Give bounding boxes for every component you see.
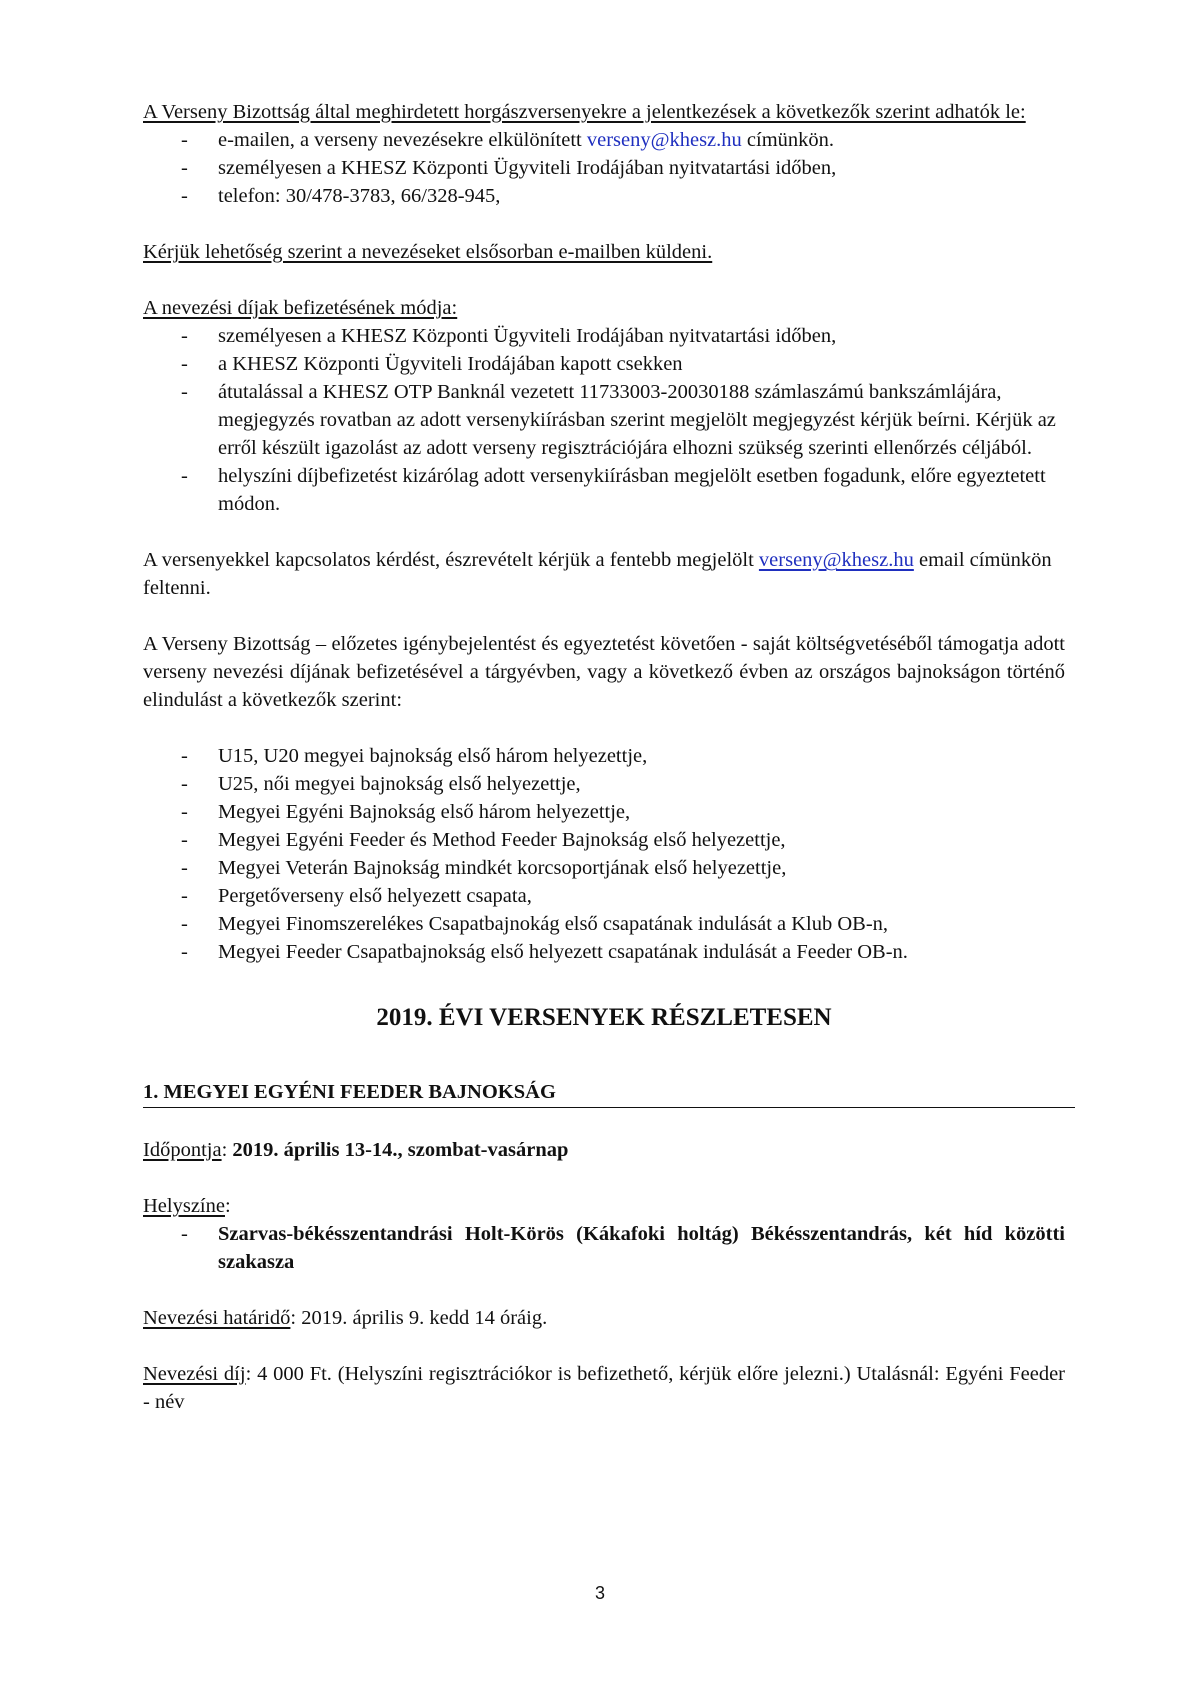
- dash-bullet: -: [181, 381, 188, 403]
- list-item: [143, 462, 1065, 518]
- support-item-text: Megyei Feeder Csapatbajnokság első helyezett csapatának indulását a Feeder OB-n.: [218, 941, 908, 963]
- support-item-text: Pergetőverseny első helyezett csapata,: [218, 885, 532, 907]
- date-value: 2019. április 13-14., szombat-vasárnap: [232, 1139, 569, 1161]
- dash-bullet: -: [181, 913, 188, 935]
- phone-method-text: telefon: 30/478-3783, 66/328-945,: [218, 185, 501, 207]
- location-value: Szarvas-békésszentandrási Holt-Körös (Kákafoki holtág) Békésszentandrás, két híd közötti szakasza: [218, 1223, 1065, 1273]
- dash-bullet: -: [181, 745, 188, 767]
- list-item: [143, 854, 1065, 882]
- support-paragraph: A Verseny Bizottság – előzetes igénybejelentést és egyeztetést követően - saját költségvetéséből támogatja adott verseny nevezési díjának befizetésével a tárgyévben, vagy a következő évben az országos bajnokságon történő elindulást a következők szerint:: [143, 633, 1065, 711]
- questions-paragraph: [143, 546, 1065, 602]
- payment-item-text: helyszíni díjbefizetést kizárólag adott versenykiírásban megjelölt esetben fogadunk, előre egyeztetett módon.: [218, 465, 1046, 515]
- dash-bullet: -: [181, 325, 188, 347]
- list-item: [143, 1220, 1065, 1276]
- deadline-value: 2019. április 9. kedd 14 óráig.: [301, 1307, 548, 1329]
- list-item: [143, 742, 1065, 770]
- date-label: Időpontja: [143, 1139, 222, 1161]
- support-item-text: Megyei Egyéni Bajnokság első három helyezettje,: [218, 801, 631, 823]
- questions-email-link[interactable]: verseny@khesz.hu: [758, 549, 914, 571]
- dash-bullet: -: [181, 801, 188, 823]
- email-request-note: Kérjük lehetőség szerint a nevezéseket elsősorban e-mailben küldeni.: [143, 241, 713, 263]
- dash-bullet: -: [181, 353, 188, 375]
- list-item: [143, 910, 1065, 938]
- page-content: [143, 98, 1065, 1416]
- payment-methods-list: [143, 322, 1065, 518]
- list-item: [143, 798, 1065, 826]
- list-item: [143, 322, 1065, 350]
- dash-bullet: -: [181, 465, 188, 487]
- location-list: [143, 1220, 1065, 1276]
- intro-heading: A Verseny Bizottság által meghirdetett horgászversenyekre a jelentkezések a következők szerint adhatók le:: [143, 101, 1026, 123]
- location-row: [143, 1192, 1065, 1220]
- support-item-text: Megyei Veterán Bajnokság mindkét korcsoportjának első helyezettje,: [218, 857, 787, 879]
- email-method-text: e-mailen, a verseny nevezésekre elkülönített: [218, 129, 587, 151]
- dash-bullet: -: [181, 129, 188, 151]
- support-item-text: Megyei Finomszerelékes Csapatbajnokág első csapatának indulását a Klub OB-n,: [218, 913, 889, 935]
- colon: :: [221, 1139, 228, 1161]
- list-item: [143, 938, 1065, 966]
- page-number: 3: [594, 1583, 605, 1603]
- email-link[interactable]: verseny@khesz.hu: [586, 129, 742, 151]
- colon: :: [245, 1363, 252, 1385]
- list-item: [143, 154, 1065, 182]
- list-item: [143, 350, 1065, 378]
- competition-title: 1. MEGYEI EGYÉNI FEEDER BAJNOKSÁG: [143, 1078, 1075, 1108]
- dash-bullet: -: [181, 829, 188, 851]
- support-item-text: U25, női megyei bajnokság első helyezettje,: [218, 773, 581, 795]
- deadline-row: [143, 1304, 1065, 1332]
- colon: :: [224, 1195, 231, 1217]
- list-item: [143, 378, 1065, 462]
- fee-label: Nevezési díj: [143, 1363, 246, 1385]
- email-method-suffix: címünkön.: [741, 129, 835, 151]
- main-heading: 2019. ÉVI VERSENYEK RÉSZLETESEN: [376, 1004, 832, 1031]
- payment-heading: A nevezési díjak befizetésének módja:: [143, 297, 458, 319]
- list-item: [143, 126, 1065, 154]
- dash-bullet: -: [181, 773, 188, 795]
- dash-bullet: -: [181, 885, 188, 907]
- payment-item-text: átutalással a KHESZ OTP Banknál vezetett 11733003-20030188 számlaszámú bankszámlájára, megjegyzés rovatban az adott versenykiírásban szerint megjelölt megjegyzést kérjük beírni. Kérjük az erről készült igazolást az adott verseny regisztrációjára elhozni szükség szerinti ellenőrzés céljából.: [218, 381, 1056, 459]
- list-item: [143, 182, 1065, 210]
- personal-method-text: személyesen a KHESZ Központi Ügyviteli Irodájában nyitvatartási időben,: [218, 157, 837, 179]
- dash-bullet: -: [181, 185, 188, 207]
- list-item: [143, 770, 1065, 798]
- questions-prefix: A versenyekkel kapcsolatos kérdést, észrevételt kérjük a fentebb megjelölt: [143, 549, 759, 571]
- payment-item-text: a KHESZ Központi Ügyviteli Irodájában kapott csekken: [218, 353, 683, 375]
- list-item: [143, 882, 1065, 910]
- fee-value: 4 000 Ft. (Helyszíni regisztrációkor is befizethető, kérjük előre jelezni.) Utalásnál: Egyéni Feeder - név: [143, 1363, 1066, 1413]
- support-item-text: U15, U20 megyei bajnokság első három helyezettje,: [218, 745, 648, 767]
- location-label: Helyszíne: [143, 1195, 225, 1217]
- dash-bullet: -: [181, 941, 188, 963]
- supported-results-list: [143, 742, 1065, 966]
- date-row: [143, 1136, 1065, 1164]
- support-item-text: Megyei Egyéni Feeder és Method Feeder Bajnokság első helyezettje,: [218, 829, 786, 851]
- list-item: [143, 826, 1065, 854]
- submission-methods-list: [143, 126, 1065, 210]
- dash-bullet: -: [181, 157, 188, 179]
- payment-item-text: személyesen a KHESZ Központi Ügyviteli Irodájában nyitvatartási időben,: [218, 325, 837, 347]
- colon: :: [290, 1307, 297, 1329]
- deadline-label: Nevezési határidő: [143, 1307, 291, 1329]
- dash-bullet: -: [181, 857, 188, 879]
- fee-row: [143, 1360, 1065, 1416]
- dash-bullet: -: [181, 1223, 188, 1245]
- questions-suffix: email címünkön feltenni.: [143, 549, 1052, 599]
